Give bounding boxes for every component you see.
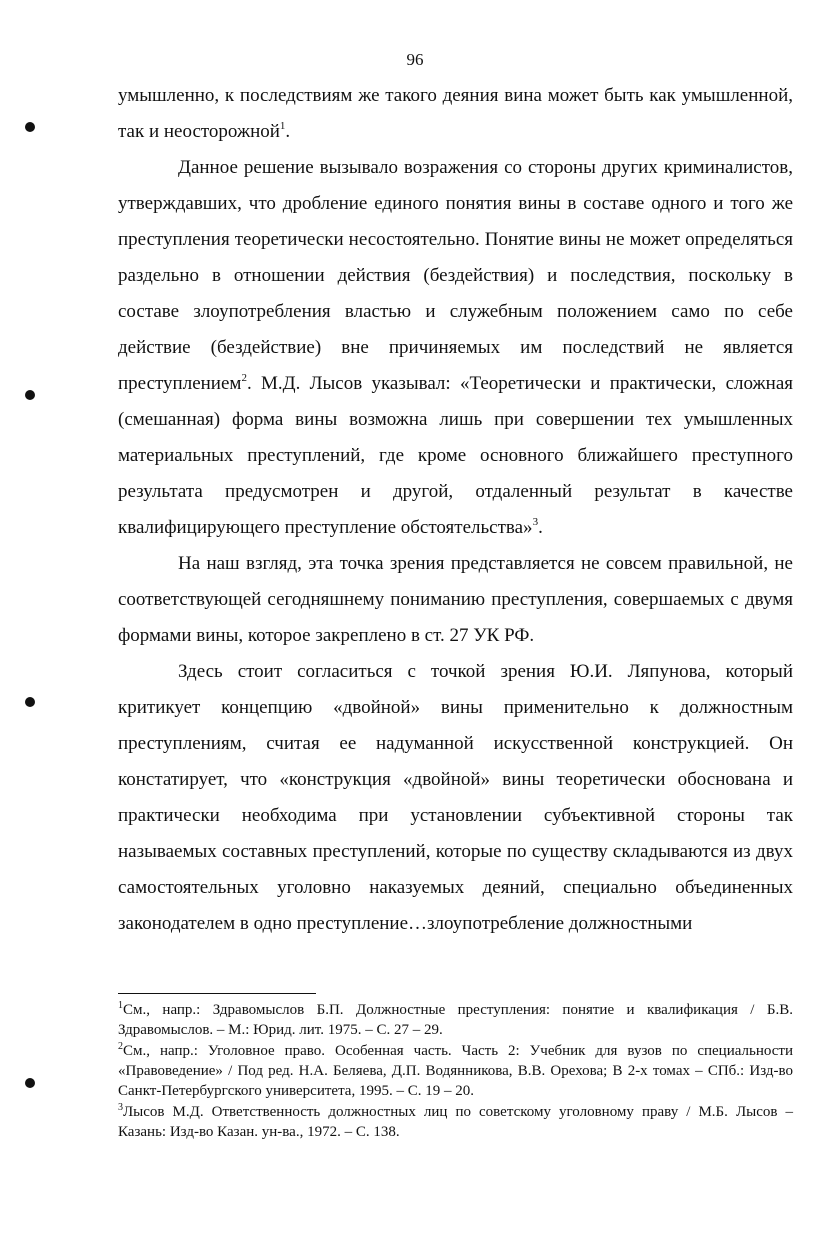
punch-hole-mark — [25, 697, 35, 707]
paragraph: Здесь стоит согласиться с точкой зрения Ю.И. Ляпунова, который критикует концепцию «двойной» вины применительно к должностным преступлениям, считая ее надуманной искусственной конструкцией. Он констатирует, что «конструкция «двойной» вины теоретически обоснована и практически необходима при установлении субъективной стороны так называемых составных преступлений, которые по существу складываются из двух самостоятельных уголовно наказуемых деяний, специально объединенных законодателем в одно преступление…злоупотребление должностными — [118, 661, 793, 934]
footnotes — [118, 1000, 793, 1143]
paragraph: Данное решение вызывало возражения со стороны других криминалистов, утверждавших, что дробление единого понятия вины в составе одного и того же преступления теоретически несостоятельно. Понятие вины не может определяться раздельно в отношении действия (бездействия) и последствия, поскольку в составе злоупотребления властью и служебным положением само по себе действие (бездействие) вне причиняемых им последствий не является преступлением$^2$. М.Д. Лысов указывал: «Теоретически и практически, сложная (смешанная) форма вины возможна лишь при совершении тех умышленных материальных преступлений, где кроме основного ближайшего преступного результата предусмотрен и другой, отдаленный результат в качестве квалифицирующего преступление обстоятельства»$^3$. — [118, 157, 793, 538]
punch-hole-mark — [25, 1078, 35, 1088]
paragraph: На наш взгляд, эта точка зрения представляется не совсем правильной, не соответствующей сегодняшнему пониманию преступления, совершаемых с двумя формами вины, которое закреплено в ст. 27 УК РФ. — [118, 553, 793, 646]
footnote: $^3$Лысов М.Д. Ответственность должностных лиц по советскому уголовному праву / М.Б. Лысов – Казань: Изд-во Казан. ун-ва., 1972. – С. 138. — [118, 1102, 793, 1140]
footnote: $^1$См., напр.: Здравомыслов Б.П. Должностные преступления: понятие и квалификация / Б.В. Здравомыслов. – М.: Юрид. лит. 1975. – С. 27 – 29. — [118, 1000, 793, 1038]
punch-hole-mark — [25, 390, 35, 400]
page-number: 96 — [406, 50, 424, 69]
footnote-ref[interactable]: 1 — [279, 120, 286, 132]
footnote-separator — [118, 993, 316, 994]
footnote-ref[interactable]: 2 — [241, 372, 247, 384]
footnote-ref[interactable]: 3 — [532, 516, 539, 528]
footnote: $^2$См., напр.: Уголовное право. Особенная часть. Часть 2: Учебник для вузов по специальности «Правоведение» / Под ред. Н.А. Беляева, Д.П. Водянникова, В.В. Орехова; В 2-х томах – СПб.: Изд-во Санкт-Петербургского университета, 1995. – С. 19 – 20. — [118, 1041, 793, 1099]
body-text — [118, 78, 793, 942]
paragraph: умышленно, к последствиям же такого деяния вина может быть как умышленной, так и неосторожной$^1$. — [118, 85, 793, 142]
punch-hole-mark — [25, 122, 35, 132]
